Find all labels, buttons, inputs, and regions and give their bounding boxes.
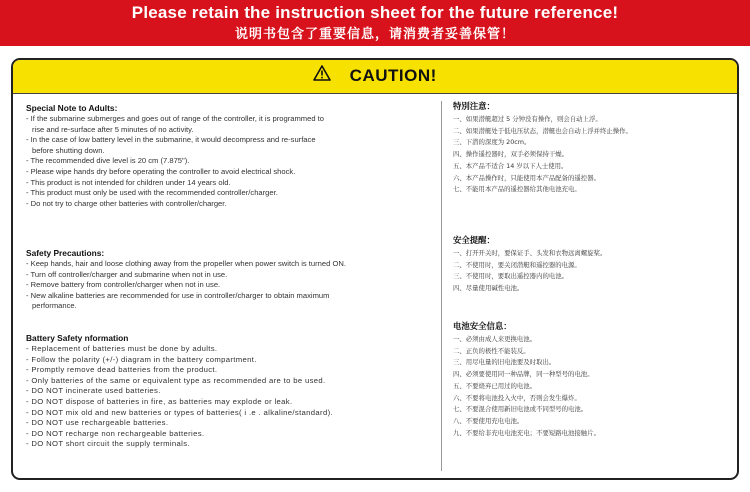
precaution-line: - Keep hands, hair and loose clothing away from the propeller when power switch is turned ON. [26,259,346,268]
adults-note-line: - The recommended dive level is 20 cm (7.875"). [26,156,190,166]
cn-battery-line: 三、用尽电量的旧电池要及时取出。 [453,358,556,367]
battery-heading: Battery Safety nformation [26,333,129,343]
cn-battery-section [453,320,728,439]
cn-safety-line: 一、打开开关时，要保证手、头发和衣物远离螺旋桨。 [453,249,607,257]
cn-battery-lines [453,334,728,439]
cn-safety-section [453,234,728,295]
battery-info-line: - DO NOT short circuit the supply terminals. [26,439,190,449]
column-divider [441,101,442,471]
cn-safety-line: 四、尽量使用碱性电池。 [453,284,524,293]
battery-info-line: - DO NOT dispose of batteries in fire, as batteries may explode or leak. [26,396,293,406]
cn-safety-line: 三、不使用时，要取出遥控器内的电池。 [453,272,569,281]
adults-section [26,102,431,209]
battery-info-line: - DO NOT mix old and new batteries or types of batteries( i .e . alkaline/standard). [26,407,333,417]
precaution-lines [26,259,431,312]
battery-info-line: - Promptly remove dead batteries from the product. [26,365,218,375]
adults-heading: Special Note to Adults: [26,103,118,113]
cn-special-line: 二、如果潜艇处于低电压状态，潜艇也会自动上浮并终止操作。 [453,126,632,135]
banner-title-en: Please retain the instruction sheet for the future reference! [131,3,619,22]
cn-battery-line: 二、正负的极性不能装反。 [453,346,530,355]
cn-special-line: 一、如果潜艇超过 5 分钟没有操作，则会自动上浮。 [453,115,602,123]
cn-special-lines [453,114,728,196]
battery-info-line: - DO NOT incinerate used batteries. [26,386,161,396]
adults-note-lines [26,114,431,209]
cn-safety-line: 二、不使用时，要关闭潜艇和遥控器的电源。 [453,260,581,269]
battery-info-line: - Follow the polarity (+/-) diagram in the battery compartment. [26,354,257,364]
cn-battery-line: 九、不要给非充电电池充电；不要短路电池接触片。 [453,428,600,437]
precaution-line: - New alkaline batteries are recommended for use in controller/charger to obtain maximum [26,290,330,300]
precaution-line: - Turn off controller/charger and submarine when not in use. [26,269,228,279]
precautions-section [26,247,431,312]
precaution-line: performance. [32,301,77,311]
battery-info-line: - Replacement of batteries must be done by adults. [26,344,218,353]
cn-battery-line: 五、不要烧弃已用过的电池。 [453,381,537,390]
adults-note-line: - In the case of low battery level in the submarine, it would decompress and re-surface [26,135,316,145]
cn-special-line: 七、不能用本产品的遥控器给其他电池充电。 [453,185,581,194]
cn-special-line: 三、下潜的深度为 20cm。 [453,138,531,147]
adults-note-line: - Do not try to charge other batteries with controller/charger. [26,198,227,208]
battery-section [26,332,431,450]
battery-info-line: - Only batteries of the same or equivalent type as recommended are to be used. [26,375,326,385]
battery-info-lines [26,344,431,450]
instruction-panel [11,58,739,480]
cn-battery-heading: 电池安全信息： [453,321,512,331]
adults-note-line: - This product is not intended for children under 14 years old. [26,177,231,187]
caution-label: CAUTION! [349,65,437,85]
cn-battery-line: 四、必须要使用同一种品牌，同一种型号的电池。 [453,370,594,379]
cn-battery-line: 一、必须由成人来更换电池。 [453,335,537,343]
cn-safety-lines [453,248,728,295]
adults-note-line: - If the submarine submerges and goes out of range of the controller, it is programmed to [26,114,325,123]
cn-special-line: 四、操作遥控器时，双手必须保持干燥。 [453,150,569,159]
precaution-line: - Remove battery from controller/charger when not in use. [26,280,221,290]
cn-battery-line: 七、不要混合使用新旧电池或不同型号的电池。 [453,405,588,414]
warning-triangle-icon [313,65,331,86]
cn-safety-heading: 安全提醒： [453,235,495,245]
adults-note-line: - Please wipe hands dry before operating the controller to avoid electrical shock. [26,166,296,176]
precautions-heading: Safety Precautions: [26,248,105,258]
battery-info-line: - DO NOT recharge non rechargeable batteries. [26,428,205,438]
cn-special-heading: 特別注意： [453,101,495,111]
cn-special-line: 五、本产品不适合 14 岁以下人士使用。 [453,161,568,170]
cn-special-line: 六、本产品操作时，只能使用本产品配备的遥控器。 [453,173,600,182]
banner-title-cn: 说明书包含了重要信息，请消费者妥善保管！ [234,27,515,42]
adults-note-line: rise and re-surface after 5 minutes of no activity. [32,124,194,134]
cn-battery-line: 八、不要使用充电电池。 [453,416,524,425]
cn-special-section [453,100,728,196]
battery-info-line: - DO NOT use rechargeable batteries. [26,418,169,428]
adults-note-line: before shutting down. [32,145,105,155]
header-banner [0,0,750,46]
adults-note-line: - This product must only be used with the recommended controller/charger. [26,188,278,198]
cn-battery-line: 六、不要将电池投入火中，否则会发生爆炸。 [453,393,581,402]
caution-bar [13,60,737,94]
